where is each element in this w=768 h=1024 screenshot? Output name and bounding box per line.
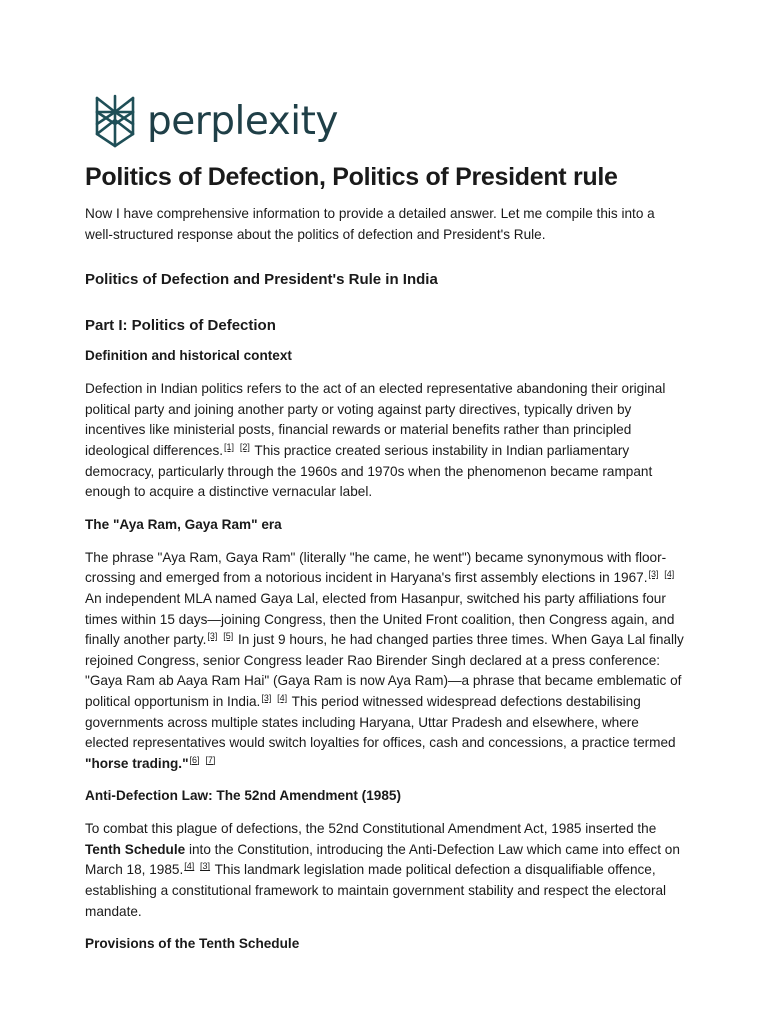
part1-heading: Part I: Politics of Defection bbox=[85, 317, 276, 335]
law-text-1: To combat this plague of defections, the 52nd Constitutional Amendment Act, 1985 inserted the bbox=[85, 821, 657, 837]
aya-text-4: This period witnessed widespread defections destabilising governments across multiple states including Haryana, Uttar Pradesh and elsewhere, where elected representatives would switch loyalties for offices, cash and concessions, a practice termed bbox=[85, 693, 676, 751]
horse-trading-term: "horse trading." bbox=[85, 755, 189, 771]
aya-text-1: The phrase "Aya Ram, Gaya Ram" (literally "he came, he went") became synonymous with floor-crossing and emerged from a notorious incident in Haryana's first assembly elections in 1967. bbox=[85, 549, 667, 586]
main-heading: Politics of Defection and President's Rule in India bbox=[85, 271, 438, 289]
citation-link[interactable]: [1] bbox=[224, 441, 235, 452]
citation-link[interactable]: [3] bbox=[200, 861, 211, 872]
brand-name: perplexity bbox=[147, 98, 338, 144]
definition-text-a: Defection in Indian politics refers to the act of an elected representative abandoning their original political party and joining another party or voting against party directives, typically driven by incentives like ministerial posts, financial rewards or material benefits rather than principled ideological differences. bbox=[85, 381, 666, 458]
anti-defection-heading: Anti-Defection Law: The 52nd Amendment (1985) bbox=[85, 788, 401, 804]
aya-ram-paragraph bbox=[85, 548, 685, 775]
law-text-2: into the Constitution, introducing the Anti-Defection Law which came into effect on March 18, 1985. bbox=[85, 841, 680, 878]
intro-paragraph: Now I have comprehensive information to provide a detailed answer. Let me compile this into a well-structured response about the politics of defection and President's Rule. bbox=[85, 206, 655, 242]
aya-text-2: An independent MLA named Gaya Lal, elected from Hasanpur, switched his party affiliations four times within 15 days—joining Congress, then the United Front coalition, then Congress again, and finally another party. bbox=[85, 590, 675, 648]
perplexity-logo-icon bbox=[93, 94, 137, 148]
definition-text-b: This practice created serious instability in Indian parliamentary democracy, particularly through the 1960s and 1970s when the phenomenon became rampant enough to acquire a distinctive vernacular label. bbox=[85, 442, 653, 500]
aya-ram-heading: The "Aya Ram, Gaya Ram" era bbox=[85, 516, 282, 532]
citation-link[interactable]: [4] bbox=[664, 569, 675, 580]
citation-link[interactable]: [3] bbox=[207, 631, 218, 642]
aya-text-3: In just 9 hours, he had changed parties three times. When Gaya Lal finally rejoined Congress, senior Congress leader Rao Birender Singh declared at a press conference: "Gaya Ram ab Aaya Ram Hai" (Gaya Ram is now Aya Ram)—a phrase that became emblematic of political opportunism in India. bbox=[85, 632, 684, 709]
law-text-3: This landmark legislation made political defection a disqualifiable offence, establishing a constitutional framework to maintain government stability and respect the electoral mandate. bbox=[85, 862, 667, 919]
citation-link[interactable]: [3] bbox=[648, 569, 659, 580]
article bbox=[85, 160, 685, 954]
definition-paragraph bbox=[85, 379, 685, 503]
provisions-heading: Provisions of the Tenth Schedule bbox=[85, 936, 300, 952]
citation-link[interactable]: [7] bbox=[205, 754, 216, 765]
definition-heading: Definition and historical context bbox=[85, 348, 292, 364]
page-title: Politics of Defection, Politics of President rule bbox=[85, 163, 618, 191]
citation-link[interactable]: [3] bbox=[261, 692, 272, 703]
citation-link[interactable]: [2] bbox=[239, 441, 250, 452]
citation-link[interactable]: [5] bbox=[223, 631, 234, 642]
perplexity-logo bbox=[93, 94, 338, 148]
citation-link[interactable]: [4] bbox=[184, 861, 195, 872]
tenth-schedule-term: Tenth Schedule bbox=[85, 841, 186, 857]
citation-link[interactable]: [4] bbox=[277, 692, 288, 703]
citation-link[interactable]: [6] bbox=[189, 754, 200, 765]
anti-defection-paragraph bbox=[85, 819, 685, 922]
